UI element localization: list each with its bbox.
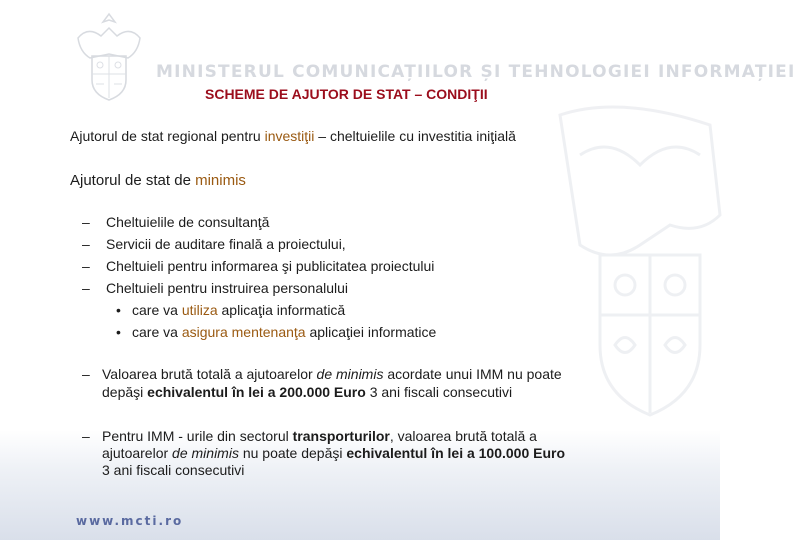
paragraph-marker: – [82, 366, 90, 382]
text-run: Pentru IMM - urile din sectorul [102, 428, 293, 444]
paragraph-marker: – [82, 428, 90, 444]
text-run: acordate unui IMM nu poate [383, 366, 562, 382]
list-marker: – [82, 280, 90, 296]
sub-item-highlight: asigura mentenanţa [181, 324, 306, 340]
sub-item-highlight: utiliza [181, 302, 218, 318]
text-run: 3 ani fiscali consecutivi [365, 384, 513, 400]
list-item: Cheltuieli pentru instruirea personalului [106, 280, 349, 296]
sub-item-prefix: care va [132, 324, 182, 340]
bold-amount: echivalentul în lei a 200.000 Euro [147, 384, 366, 400]
regional-highlight: investiţii [264, 128, 315, 144]
transport-limit-line-2 [102, 445, 565, 461]
minimis-prefix: Ajutorul de stat de [70, 172, 196, 189]
footer-url: www.mcti.ro [76, 514, 184, 528]
transport-limit-line-3: 3 ani fiscali consecutivi [102, 462, 245, 478]
sub-item-prefix: care va [132, 302, 182, 318]
list-item: Servicii de auditare finală a proiectului, [106, 236, 346, 252]
sub-list-item [132, 302, 345, 318]
text-run: , valoarea brută totală a [389, 428, 537, 444]
ministry-name: MINISTERUL COMUNICAȚIILOR ȘI TEHNOLOGIEI INFORMAȚIEI [156, 62, 795, 82]
text-run: ajutoarelor [102, 445, 173, 461]
text-run: Valoarea brută totală a ajutoarelor [102, 366, 317, 382]
sub-item-suffix: aplicaţia informatică [217, 302, 346, 318]
sub-list-marker: • [116, 324, 121, 340]
sub-list-item [132, 324, 436, 340]
bold-amount: echivalentul în lei a 100.000 Euro [346, 445, 566, 461]
list-marker: – [82, 236, 90, 252]
slide-title: SCHEME DE AJUTOR DE STAT – CONDIŢII [205, 86, 488, 102]
sub-item-suffix: aplicaţiei informatice [305, 324, 437, 340]
coat-of-arms-logo [68, 8, 150, 106]
list-item: Cheltuielile de consultanţă [106, 214, 270, 230]
minimis-limit-line-1 [102, 366, 562, 382]
text-run: nu poate depăşi [238, 445, 347, 461]
sub-list-marker: • [116, 302, 121, 318]
italic-term: de minimis [172, 445, 239, 461]
italic-term: de minimis [316, 366, 384, 382]
regional-prefix: Ajutorul de stat regional pentru [70, 128, 265, 144]
list-marker: – [82, 258, 90, 274]
regional-aid-line [70, 128, 516, 144]
minimis-highlight: minimis [195, 172, 246, 189]
list-item: Cheltuieli pentru informarea şi publicitatea proiectului [106, 258, 435, 274]
regional-suffix: – cheltuielile cu investitia iniţială [314, 128, 516, 144]
minimis-limit-line-2 [102, 384, 512, 400]
minimis-aid-line [70, 172, 246, 189]
list-marker: – [82, 214, 90, 230]
bold-term: transporturilor [292, 428, 390, 444]
transport-limit-line-1 [102, 428, 537, 444]
text-run: depăşi [102, 384, 148, 400]
